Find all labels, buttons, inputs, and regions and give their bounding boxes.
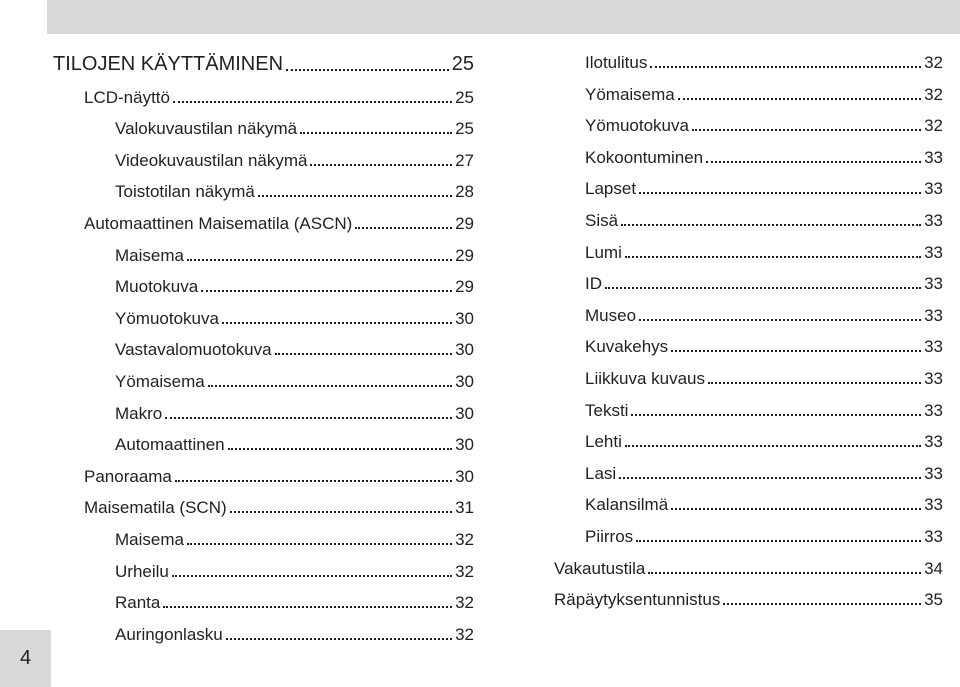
toc-entry[interactable] (585, 205, 943, 229)
toc-entry[interactable] (115, 429, 474, 453)
dot-leader (671, 508, 921, 510)
dot-leader (636, 540, 921, 542)
toc-entry[interactable] (115, 271, 474, 295)
toc-entry-label: Videokuvaustilan näkymä (115, 150, 308, 170)
toc-entry-label: Ranta (115, 593, 161, 613)
toc-entry-label: Kuvakehys (585, 337, 669, 357)
toc-entry-label: Museo (585, 305, 637, 325)
dot-leader (621, 224, 921, 226)
dot-leader (671, 350, 921, 352)
toc-entry-label: Auringonlasku (115, 624, 223, 644)
toc-entry[interactable] (115, 303, 474, 327)
toc-entry[interactable] (84, 82, 474, 106)
toc-entry-page: 30 (455, 308, 474, 328)
dot-leader (163, 606, 452, 608)
toc-entry-page: 33 (924, 337, 943, 357)
toc-entry[interactable] (53, 50, 474, 74)
toc-entry[interactable] (585, 173, 943, 197)
toc-entry-page: 29 (455, 277, 474, 297)
dot-leader (275, 353, 453, 355)
toc-entry[interactable] (115, 176, 474, 200)
toc-entry-label: Sisä (585, 211, 619, 230)
toc-entry[interactable] (84, 492, 474, 516)
toc-entry[interactable] (585, 363, 943, 387)
dot-leader (208, 385, 452, 387)
dot-leader (625, 445, 921, 447)
toc-entry[interactable] (115, 366, 474, 390)
dot-leader (228, 448, 452, 450)
toc-entry[interactable] (554, 553, 943, 577)
toc-entry-label: Maisema (115, 530, 184, 549)
dot-leader (300, 132, 452, 134)
dot-leader (187, 543, 452, 545)
toc-entry-label: Automaattinen (115, 435, 225, 455)
toc-entry-page: 33 (924, 400, 943, 420)
toc-entry-page: 33 (924, 432, 943, 452)
dot-leader (286, 69, 449, 71)
toc-entry-label: Yömaisema (115, 372, 205, 391)
toc-entry-label: Valokuvaustilan näkymä (115, 119, 298, 139)
dot-leader (310, 164, 452, 166)
toc-entry[interactable] (585, 237, 943, 261)
toc-entry-page: 33 (924, 242, 943, 262)
dot-leader (708, 382, 921, 384)
toc-entry-page: 30 (455, 340, 474, 360)
toc-entry-page: 32 (455, 624, 474, 644)
toc-entry-label: Toistotilan näkymä (115, 182, 255, 202)
dot-leader (625, 256, 921, 258)
toc-entry-page: 35 (924, 590, 943, 610)
dot-leader (355, 227, 452, 229)
toc-entry-label: Vakautustila (554, 558, 646, 578)
toc-entry[interactable] (115, 619, 474, 643)
dot-leader (201, 290, 452, 292)
toc-entry[interactable] (115, 524, 474, 548)
toc-entry[interactable] (585, 395, 943, 419)
dot-leader (226, 638, 452, 640)
dot-leader (639, 192, 921, 194)
page-number-tab (0, 630, 51, 687)
dot-leader (650, 66, 921, 68)
toc-entry-label: LCD-näyttö (84, 87, 170, 107)
toc-entry-page: 30 (455, 403, 474, 423)
toc-entry-label: Panoraama (84, 466, 172, 486)
toc-entry-page: 33 (924, 179, 943, 199)
toc-entry-page: 27 (455, 150, 474, 170)
dot-leader (706, 161, 921, 163)
toc-entry-page: 33 (924, 463, 943, 483)
toc-entry[interactable] (585, 331, 943, 355)
toc-entry[interactable] (115, 587, 474, 611)
toc-entry[interactable] (115, 556, 474, 580)
dot-leader (165, 417, 452, 419)
toc-entry-label: Automaattinen Maisematila (ASCN) (84, 214, 353, 233)
toc-entry[interactable] (585, 300, 943, 324)
toc-entry-label: Kalansilmä (585, 495, 669, 515)
toc-entry-page: 32 (455, 593, 474, 613)
toc-entry-page: 34 (924, 558, 943, 578)
toc-entry[interactable] (115, 240, 474, 264)
toc-entry[interactable] (585, 489, 943, 513)
toc-entry-label: Makro (115, 403, 163, 423)
dot-leader (723, 603, 921, 605)
dot-leader (230, 511, 452, 513)
toc-entry[interactable] (115, 334, 474, 358)
toc-entry-page: 33 (924, 305, 943, 325)
toc-entry[interactable] (585, 110, 943, 134)
dot-leader (619, 477, 921, 479)
toc-entry-page: 31 (455, 498, 474, 518)
toc-entry-label: Yömaisema (585, 84, 675, 104)
toc-entry-label: ID (585, 274, 602, 294)
toc-entry-page: 25 (451, 53, 474, 75)
toc-entry-page: 29 (455, 214, 474, 233)
toc-entry-label: Lehti (585, 432, 622, 452)
dot-leader (173, 101, 452, 103)
toc-entry[interactable] (585, 458, 943, 482)
toc-entry-page: 25 (455, 119, 474, 139)
toc-entry-label: TILOJEN KÄYTTÄMINEN (53, 53, 284, 75)
dot-leader (175, 480, 452, 482)
dot-leader (172, 575, 452, 577)
dot-leader (631, 414, 921, 416)
dot-leader (605, 287, 921, 289)
toc-entry[interactable] (84, 461, 474, 485)
toc-entry-page: 33 (924, 274, 943, 294)
page-number: 4 (19, 647, 32, 669)
toc-entry[interactable] (585, 426, 943, 450)
toc-entry-label: Piirros (585, 527, 634, 546)
toc-entry-page: 30 (455, 435, 474, 455)
header-bar (47, 0, 960, 34)
dot-leader (678, 98, 921, 100)
toc-entry[interactable] (585, 47, 943, 71)
toc-entry-label: Yömuotokuva (115, 308, 219, 328)
dot-leader (648, 572, 921, 574)
toc-entry-label: Räpäytyksentunnistus (554, 590, 721, 610)
toc-entry-page: 32 (455, 530, 474, 549)
toc-entry-label: Urheilu (115, 561, 169, 581)
toc-entry-label: Yömuotokuva (585, 116, 689, 136)
toc-entry-page: 25 (455, 87, 474, 107)
toc-entry[interactable] (585, 142, 943, 166)
dot-leader (639, 319, 921, 321)
toc-entry-page: 33 (924, 211, 943, 230)
toc-entry-label: Lapset (585, 179, 637, 199)
toc-entry-page: 28 (455, 182, 474, 202)
toc-entry-page: 33 (924, 527, 943, 546)
toc-entry-label: Vastavalomuotokuva (115, 340, 272, 360)
toc-entry-label: Maisematila (SCN) (84, 498, 227, 518)
toc-entry[interactable] (84, 208, 474, 232)
toc-entry-page: 32 (455, 561, 474, 581)
toc-entry-page: 33 (924, 495, 943, 515)
toc-entry-page: 33 (924, 147, 943, 167)
toc-entry-page: 30 (455, 466, 474, 486)
toc-entry-label: Kokoontuminen (585, 147, 704, 167)
toc-entry[interactable] (115, 113, 474, 137)
toc-entry-page: 32 (924, 53, 943, 72)
toc-entry-page: 32 (924, 84, 943, 104)
dot-leader (187, 259, 452, 261)
toc-entry-label: Ilotulitus (585, 53, 648, 72)
dot-leader (258, 195, 452, 197)
dot-leader (692, 129, 921, 131)
toc-entry[interactable] (554, 584, 943, 608)
toc-entry[interactable] (585, 521, 943, 545)
toc-entry-label: Liikkuva kuvaus (585, 369, 706, 388)
toc-entry-label: Maisema (115, 245, 184, 265)
toc-entry[interactable] (585, 268, 943, 292)
toc-entry-label: Lumi (585, 242, 622, 262)
toc-entry-page: 33 (924, 369, 943, 388)
toc-entry[interactable] (585, 79, 943, 103)
toc-entry-page: 32 (924, 116, 943, 136)
toc-entry-label: Muotokuva (115, 277, 199, 297)
toc-entry[interactable] (115, 398, 474, 422)
toc-entry-label: Teksti (585, 400, 629, 420)
toc-entry-page: 30 (455, 372, 474, 391)
toc-entry-label: Lasi (585, 463, 617, 483)
toc-entry-page: 29 (455, 245, 474, 265)
dot-leader (222, 322, 452, 324)
toc-entry[interactable] (115, 145, 474, 169)
